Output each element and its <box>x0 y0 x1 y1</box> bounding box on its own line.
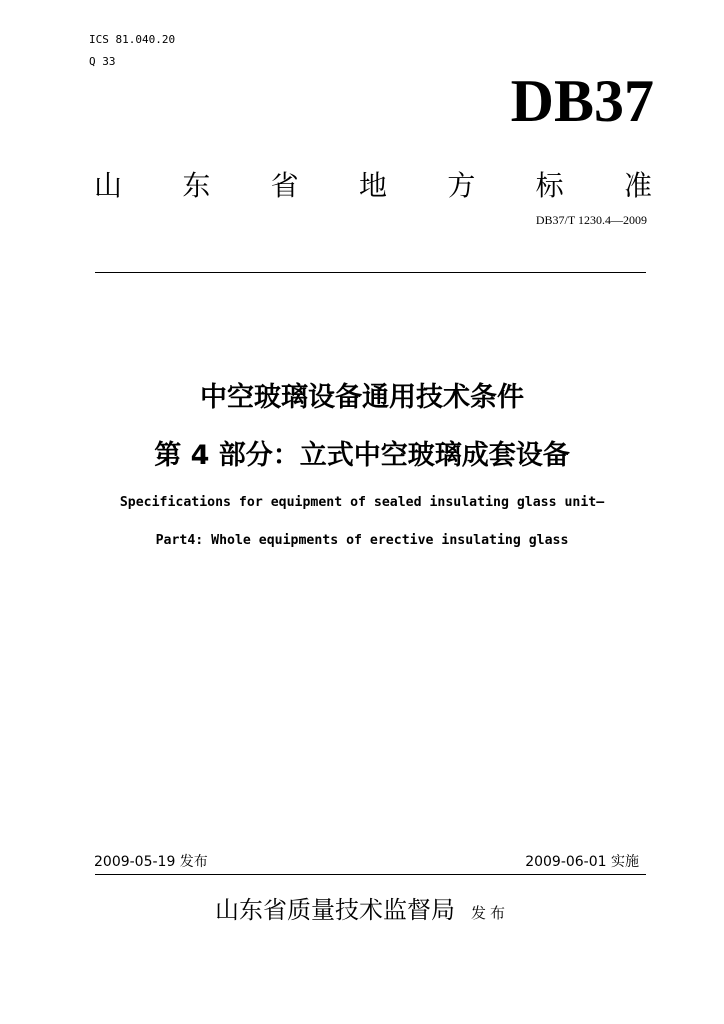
issue-word: 发布 <box>470 904 509 922</box>
chinese-title-line-1: 中空玻璃设备通用技术条件 <box>200 382 524 413</box>
header-divider <box>95 272 646 273</box>
standard-type-char: 地 <box>358 169 387 202</box>
standard-type-heading <box>94 166 652 206</box>
standard-number: DB37/T 1230.4—2009 <box>535 213 647 227</box>
implementation-date: 2009-06-01 实施 <box>525 854 639 870</box>
english-title-line-1: Specifications for equipment of sealed insulating glass unit— <box>119 495 605 510</box>
chinese-title-line-2: 第 4 部分：立式中空玻璃成套设备 <box>154 440 570 471</box>
standard-type-char: 省 <box>270 169 299 202</box>
english-title-line-2: Part4: Whole equipments of erective insulating glass <box>155 533 569 548</box>
standard-type-char: 山 <box>94 169 123 202</box>
issuer-name: 山东省质量技术监督局 <box>214 896 455 924</box>
standard-type-char: 准 <box>623 169 652 202</box>
standard-type-char: 方 <box>447 169 476 202</box>
standard-type-char: 东 <box>182 169 211 202</box>
ccs-code: Q 33 <box>89 55 116 68</box>
issue-date: 2009-05-19 发布 <box>94 854 208 870</box>
footer-divider <box>95 874 646 875</box>
db-mark: DB37 <box>510 68 654 134</box>
ics-code: ICS 81.040.20 <box>89 33 176 46</box>
issuer-line <box>0 892 724 931</box>
standard-type-char: 标 <box>535 169 564 202</box>
